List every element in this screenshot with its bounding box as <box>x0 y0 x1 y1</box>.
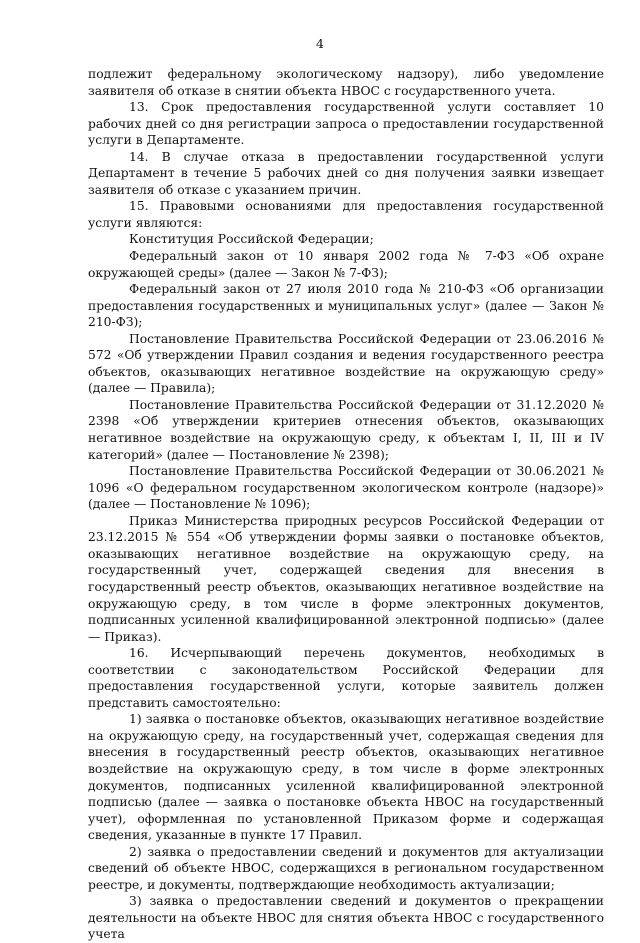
legal-basis-law-210fz: Федеральный закон от 27 июля 2010 года № 210-ФЗ «Об организации предоставления государственных и муниципальных услуг» (далее — Закон № 210-ФЗ); <box>88 282 604 330</box>
paragraph-14: 14. В случае отказа в предоставлении государственной услуги Департамент в течение 5 рабочих дней со дня получения заявки извещает заявителя об отказе с указанием причин. <box>88 149 604 197</box>
legal-basis-decree-2398: Постановление Правительства Российской Федерации от 31.12.2020 № 2398 «Об утверждении критериев отнесения объектов, оказывающих негативное воздействие на окружающую среду, к объектам I, II, III и IV категорий» (далее — Постановление № 2398); <box>88 397 604 462</box>
legal-basis-constitution: Конституция Российской Федерации; <box>129 232 374 247</box>
legal-basis-decree-572: Постановление Правительства Российской Федерации от 23.06.2016 № 572 «Об утверждении Правил создания и ведения государственного реестра объектов, оказывающих негативное воздействие на окружающую среду» (далее — Правила); <box>88 331 604 396</box>
document-body <box>88 66 604 943</box>
legal-basis-order-554: Приказ Министерства природных ресурсов Российской Федерации от 23.12.2015 № 554 «Об утверждении формы заявки о постановке объектов, оказывающих негативное воздействие на окружающую среду, на государственный учет, содержащей сведения для внесения в государственный реестр объектов, оказывающих негативное воздействие на окружающую среду, в том числе в форме электронных документов, подписанных усиленной квалифицированной электронной подписью» (далее — Приказ). <box>88 513 604 644</box>
list-item-3: 3) заявка о предоставлении сведений и документов о прекращении деятельности на объекте НВОС для снятия объекта НВОС с государственного учета <box>88 894 604 942</box>
paragraph-continuation: подлежит федеральному экологическому надзору), либо уведомление заявителя об отказе в снятии объекта НВОС с государственного учета. <box>88 67 604 98</box>
list-item-1: 1) заявка о постановке объектов, оказывающих негативное воздействие на окружающую среду, на государственный учет, содержащая сведения для внесения в государственный реестр объектов, оказывающих негативное воздействие на окружающую среду, в том числе в форме электронных документов, подписанных усиленной квалифицированной электронной подписью (далее — заявка о постановке объекта НВОС на государственный учет), оформленная по установленной Приказом форме и содержащая сведения, указанные в пункте 17 Правил. <box>88 712 604 843</box>
paragraph-15: 15. Правовыми основаниями для предоставления государственной услуги являются: <box>88 199 604 230</box>
page-number: 4 <box>316 36 324 51</box>
paragraph-13: 13. Срок предоставления государственной услуги составляет 10 рабочих дней со дня регистрации запроса о предоставлении государственной услуги в Департаменте. <box>88 100 604 148</box>
paragraph-16: 16. Исчерпывающий перечень документов, необходимых в соответствии с законодательством Российской Федерации для предоставления государственной услуги, которые заявитель должен представить самостоятельно: <box>88 646 604 710</box>
legal-basis-decree-1096: Постановление Правительства Российской Федерации от 30.06.2021 № 1096 «О федеральном государственном экологическом контроле (надзоре)» (далее — Постановление № 1096); <box>88 464 604 512</box>
legal-basis-law-7fz: Федеральный закон от 10 января 2002 года № 7-ФЗ «Об охране окружающей среды» (далее — Закон № 7-ФЗ); <box>88 249 604 280</box>
list-item-2: 2) заявка о предоставлении сведений и документов для актуализации сведений об объекте НВОС, содержащихся в региональном государственном реестре, и документы, подтверждающие необходимость актуализации; <box>88 844 604 892</box>
